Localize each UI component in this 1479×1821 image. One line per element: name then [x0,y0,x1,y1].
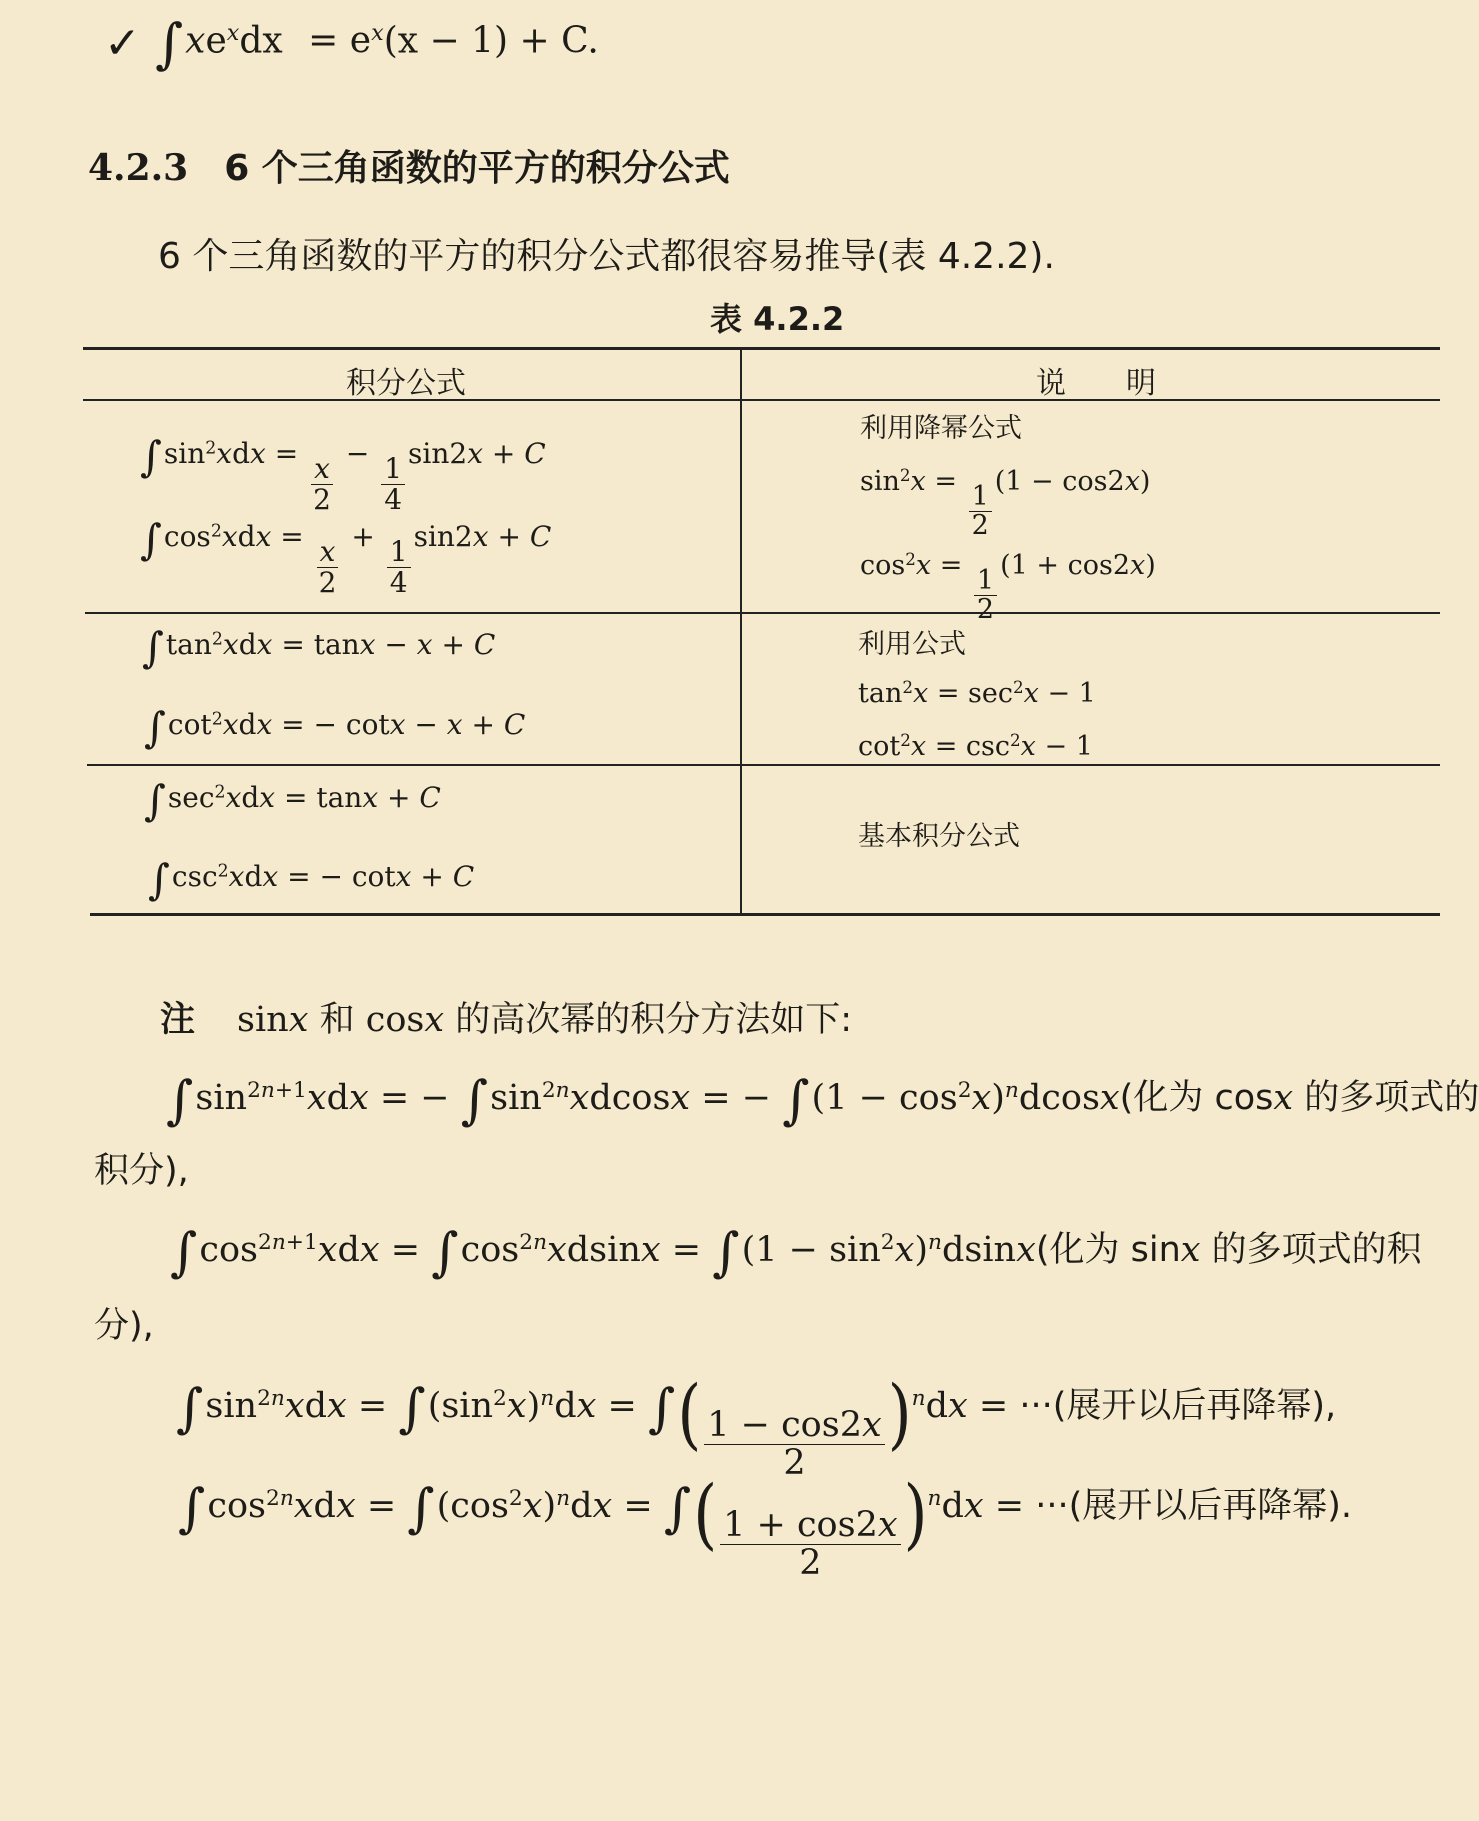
note-l1-comment-tail: 的多项式的 [1293,1078,1479,1118]
table-caption: 表 4.2.2 [710,300,845,338]
top-formula [155,12,599,75]
formula-rhs: = e [308,20,372,62]
note-l1-wrap: 积分), [94,1151,189,1191]
row1-identity-sin: $\sin^2x$ = $\frac{1}{2}$ (1 − cos2x) [860,464,1151,542]
section-title: 6 个三角函数的平方的积分公式 [224,148,730,189]
check-mark-icon: ✓ [104,18,141,69]
formula-sup: x [226,20,240,47]
row2-identity-cot: $\cot^2x = \csc^2x - 1$ [858,729,1093,762]
note-formula-cos-even: $\int\cos^{2n}xdx = \int(\cos^2x)^ndx$ = ∫( $\frac{1 + \cos 2x}{2}$ )$^n$dx = ···(展开以后再降幂). [178,1470,1353,1583]
row2-identity-tan: $\tan^2x = \sec^2x - 1$ [858,676,1096,709]
section-number: 4.2.3 [88,147,189,189]
row3-note-title: 基本积分公式 [858,821,1020,852]
formula-var: x [185,20,206,62]
note-intro: 注 sinx 和 cosx 的高次幂的积分方法如下: [160,1000,853,1040]
row2-note-title: 利用公式 [858,629,966,660]
note-l2-comment: (化为 sin [1035,1230,1181,1270]
note-intro-text: 的高次幂的积分方法如下: [455,1000,853,1040]
note-l1-comment: (化为 cos [1119,1078,1274,1118]
note-formula-cos-odd: $\int\cos^{2n+1}xdx = \int\cos^{2n}xdsinx = \int(1 - \sin^2x)^ndsinx$(化为 sinx 的多项式的积 [170,1222,1422,1284]
header-formula: 积分公式 [346,366,466,401]
header-note: 说 明 [1036,366,1156,401]
formula-cos2: $\int\cos^2xdx$ = $\frac{x}{2}$ + $\frac{1}{4}$ sin2x + C [140,514,552,599]
table-column-divider [740,349,742,915]
intro-paragraph: 6 个三角函数的平方的积分公式都很容易推导(表 4.2.2). [158,236,1055,277]
note-formula-sin-odd: $\int\sin^{2n+1}xdx$ = − $\int\sin^{2n}xdcosx$ = − $\int(1 - \cos^2x)^ndcosx$(化为 cosx 的多项式的 [166,1070,1479,1132]
note-and: 和 [319,1000,355,1040]
row1-identity-cos: $\cos^2x$ = $\frac{1}{2}$ (1 + cos2x) [860,548,1156,626]
note-l4-comment: ···(展开以后再降幂). [1035,1486,1353,1526]
formula-exp: e [205,20,227,62]
note-label: 注 [160,1000,196,1040]
note-l3-comment: ···(展开以后再降幂), [1019,1386,1337,1426]
note-formula-sin-even: $\int\sin^{2n}xdx = \int(\sin^2x)^ndx$ = ∫( $\frac{1 - \cos 2x}{2}$ )$^n$dx = ···(展开以后再降幂), [176,1370,1337,1483]
formula-tan2: $\int\tan^2xdx = \tan x - x + C$ [142,622,496,672]
formula-rhs-tail: (x − 1) + C. [383,20,599,62]
formula-rhs-sup: x [371,20,384,47]
table-header-rule [83,399,1440,401]
row1-note-title: 利用降幂公式 [860,413,1022,444]
integral-sign: ∫ [155,12,184,75]
formula-sin2: $\int\sin^2xdx$ = $\frac{x}{2}$ − $\frac{1}{4}$ sin2x + C [140,431,546,516]
note-l2-wrap: 分), [94,1306,154,1346]
formula-cot2: $\int\cot^2xdx$ = − cotx − x + C [144,702,526,752]
section-heading [88,140,730,191]
formula-csc2: $\int\csc^2xdx$ = − cotx + C [148,854,475,904]
formula-dx: dx [239,20,283,62]
table-top-rule [83,347,1440,350]
note-l2-comment-tail: 的多项式的积 [1200,1230,1422,1270]
formula-sec2: $\int\sec^2xdx = \tan x + C$ [144,775,441,825]
table-row-rule-1 [85,612,1440,614]
table-row-rule-2 [87,764,1440,766]
table-bottom-rule [90,913,1440,916]
